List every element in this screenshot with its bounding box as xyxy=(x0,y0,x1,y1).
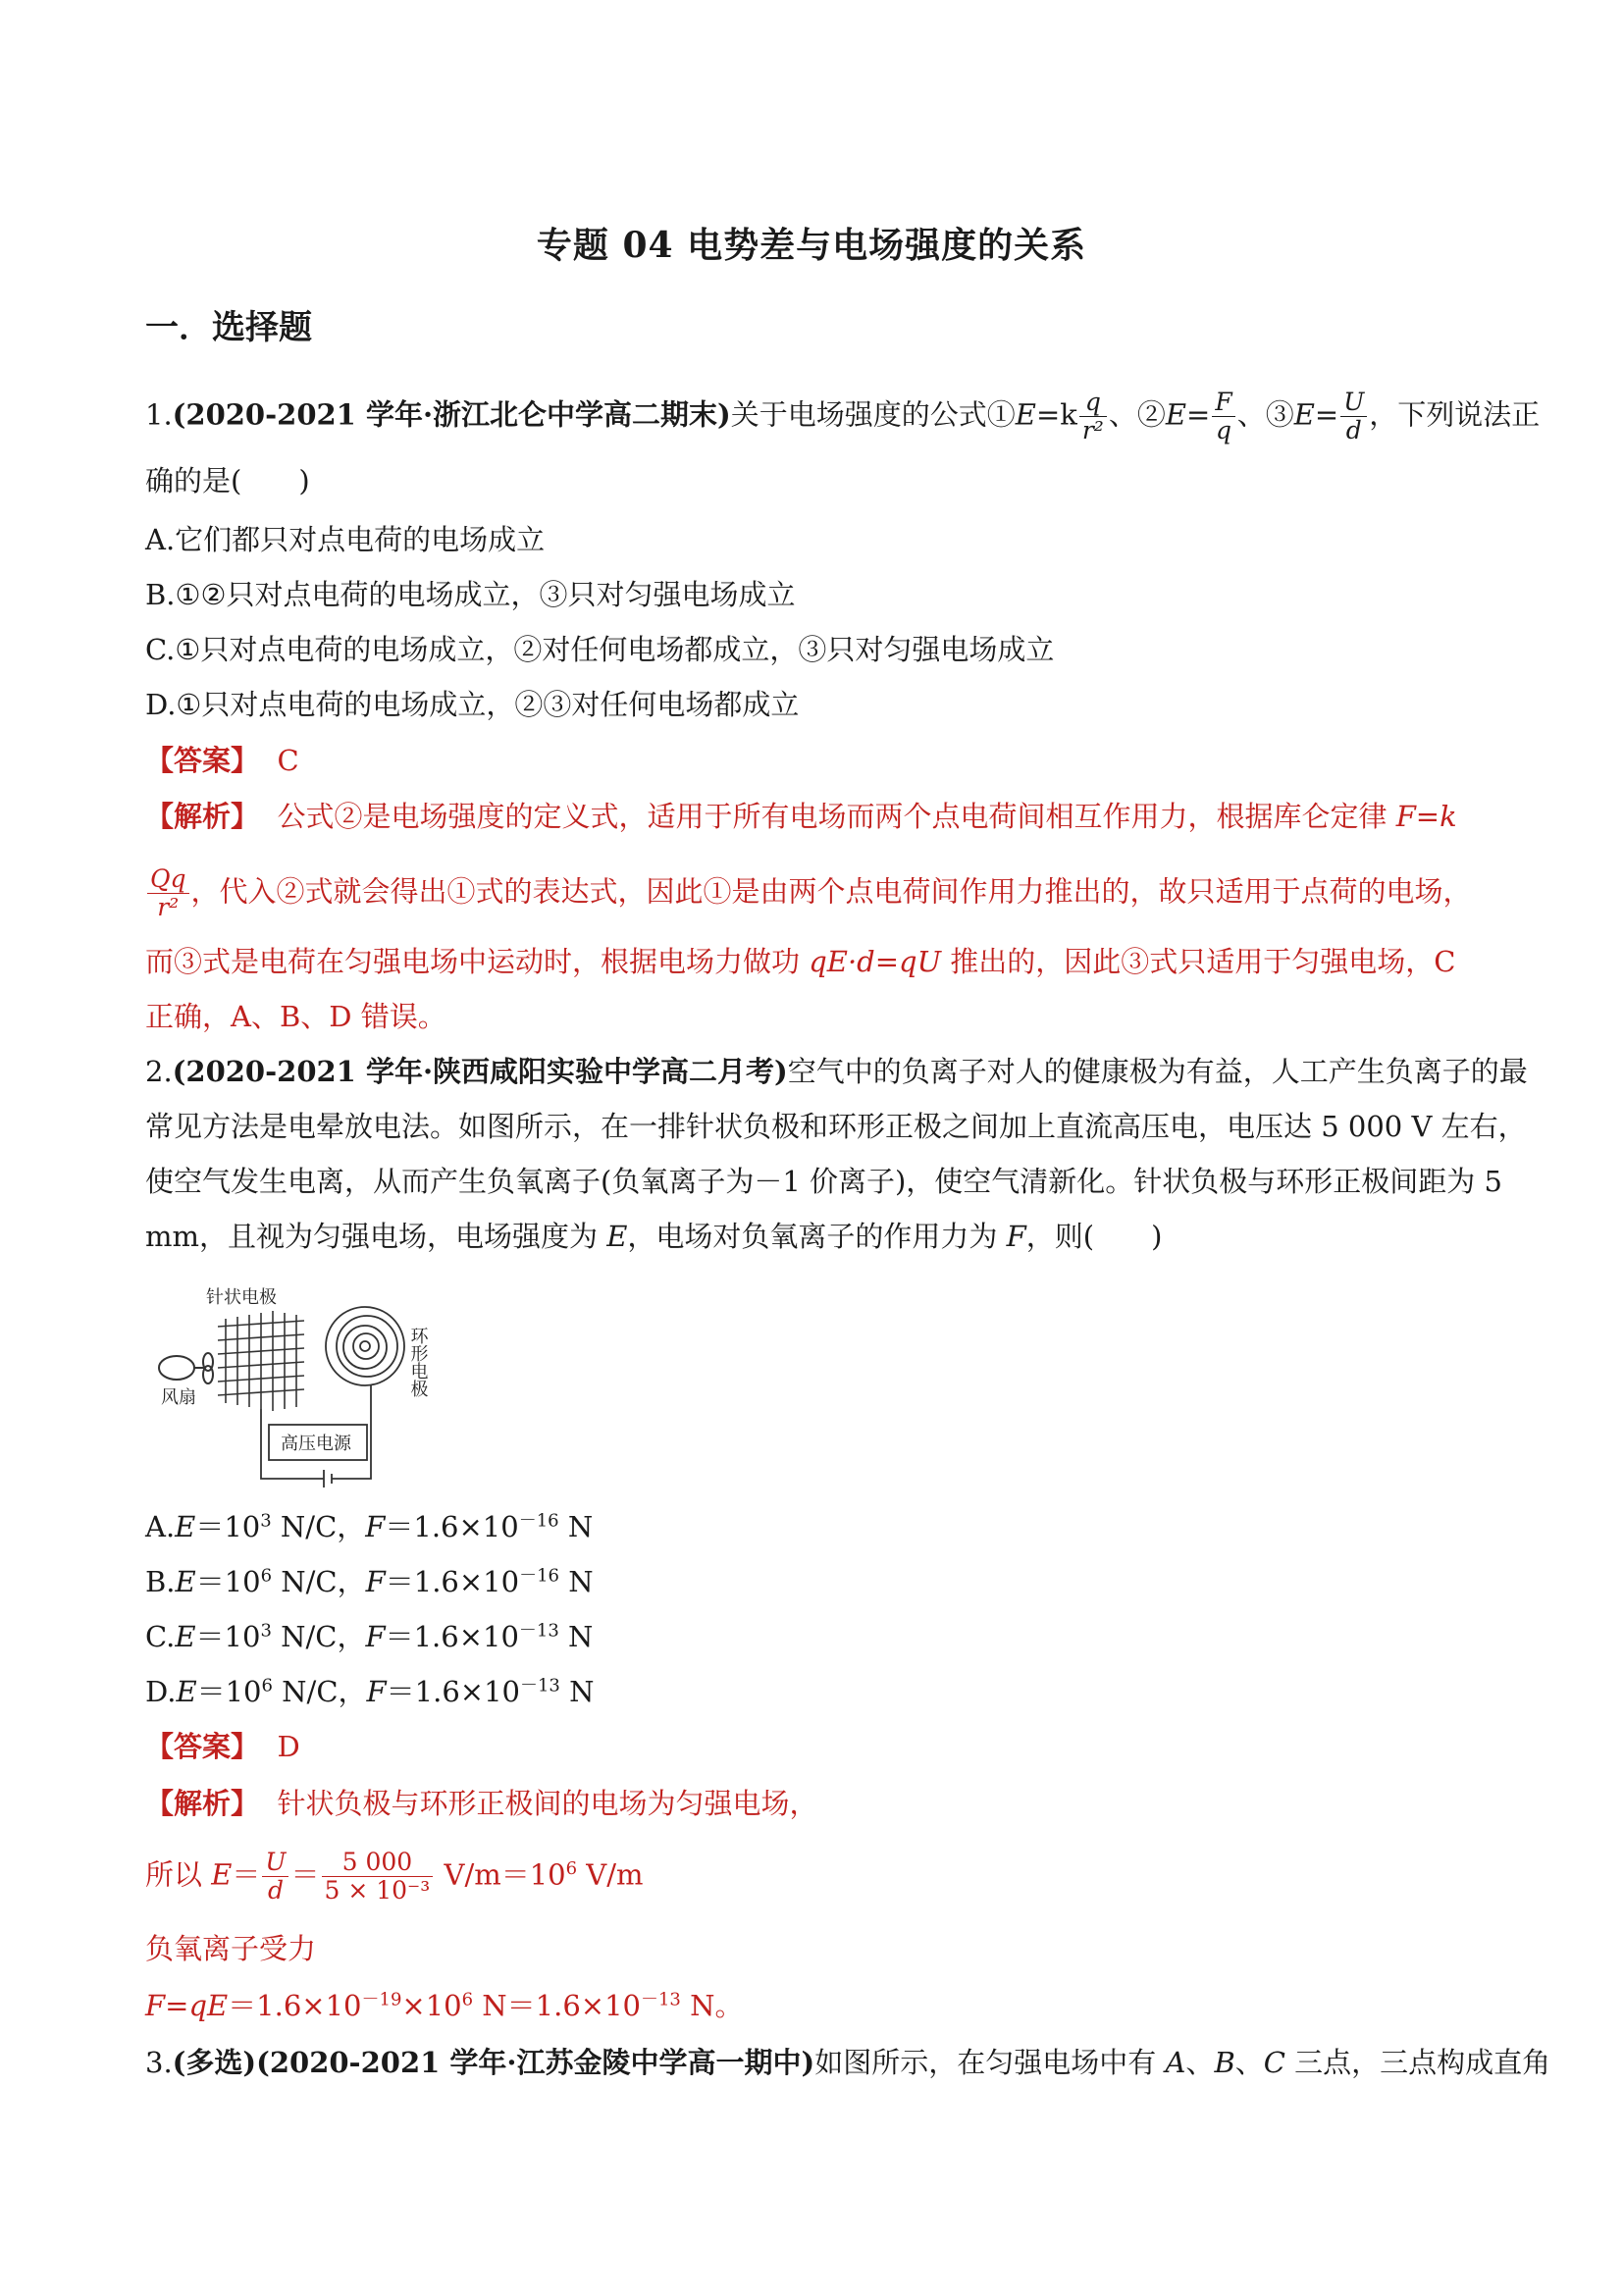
q1-sep2: 、③ xyxy=(1236,397,1294,432)
q2-opt-c-t4: N xyxy=(558,1620,594,1653)
q2-stem-text-4a: mm，且视为匀强电场，电场强度为 xyxy=(145,1220,607,1253)
q1-stem-end: ，下列说法正 xyxy=(1369,397,1541,432)
q1-source: (2020-2021 学年·浙江北仑中学高二期末) xyxy=(172,397,731,432)
q2-analysis-unit1: V/m＝10 xyxy=(435,1857,566,1892)
q3-stem-text-a: 如图所示，在匀强电场中有 xyxy=(814,2046,1166,2079)
q1-analysis-line-4: 正确，A、B、D 错误。 xyxy=(145,1000,446,1033)
q2-opt-d-t4: N xyxy=(559,1675,595,1708)
q2-stem-var-e: E xyxy=(606,1220,628,1253)
q1-analysis-text-2: ，代入②式就会得出①式的表达式，因此①是由两个点电荷间作用力推出的，故只适用于点荷的电场， xyxy=(190,874,1472,909)
q1-sep1: 、② xyxy=(1108,397,1166,432)
q2-opt-a-t2: N/C， xyxy=(271,1510,366,1543)
q2-analysis-so: 所以 xyxy=(145,1857,212,1892)
q2-opt-b-exp2: －16 xyxy=(519,1565,559,1587)
q2-analysis-num1: U xyxy=(262,1849,288,1877)
q1-option-d: D.①只对点电荷的电场成立，②③对任何电场都成立 xyxy=(145,688,800,721)
q1-eq1-fraction xyxy=(1079,389,1107,444)
q2-ana4-exp1: －19 xyxy=(361,1989,402,2010)
q1-analysis-text-3b: 推出的，因此③式只适用于匀强电场，C xyxy=(941,945,1456,978)
q1-eq1-num: q xyxy=(1079,389,1107,417)
q2-opt-b-t4: N xyxy=(558,1565,594,1598)
q2-option-d xyxy=(145,1672,594,1711)
q2-opt-b-e: E xyxy=(175,1565,196,1598)
q2-ana4-exp3: －13 xyxy=(640,1989,681,2010)
q2-opt-a-e: E xyxy=(175,1510,196,1543)
q2-opt-c-exp1: 3 xyxy=(260,1620,272,1642)
q2-analysis-unit2: V/m xyxy=(577,1857,644,1892)
q2-opt-a-t1: ＝10 xyxy=(195,1510,261,1543)
q2-opt-d-t3: ＝1.6×10 xyxy=(386,1675,520,1708)
fan-icon xyxy=(159,1353,213,1383)
q3-stem-text-b: 三点，三点构成直角 xyxy=(1284,2046,1551,2079)
q1-option-a: A.它们都只对点电荷的电场成立 xyxy=(145,523,546,556)
q3-sep1: 、 xyxy=(1185,2046,1215,2079)
q2-analysis-fraction-2 xyxy=(322,1849,434,1905)
q2-opt-a-letter: A. xyxy=(145,1510,176,1543)
q1-answer-tag: 【答案】 xyxy=(145,744,260,777)
q2-analysis-den2: 5 × 10⁻³ xyxy=(324,1876,431,1905)
q2-opt-b-t2: N/C， xyxy=(272,1565,366,1598)
ring-electrode-spiral xyxy=(326,1307,404,1385)
q2-stem-line-3: 使空气发生电离，从而产生负氧离子(负氧离子为－1 价离子)，使空气清新化。针状负极与环形正极间距为 5 xyxy=(145,1165,1502,1198)
q1-eq3-eq: = xyxy=(1314,397,1339,432)
q1-stem-line-1 xyxy=(145,389,1540,444)
q1-eq3-lhs: E xyxy=(1293,397,1315,432)
q1-eq2-num: F xyxy=(1212,389,1234,417)
q1-analysis-den: r² xyxy=(157,893,180,921)
q2-ana4-t1: ＝1.6×10 xyxy=(228,1989,362,2022)
q3-stem-line-1 xyxy=(145,2043,1550,2082)
fig-label-fan: 风扇 xyxy=(161,1387,196,1408)
q1-eq1-den: r² xyxy=(1081,416,1104,444)
q2-opt-c-t3: ＝1.6×10 xyxy=(385,1620,519,1653)
q2-stem-text-4c: ，则( ) xyxy=(1025,1220,1163,1253)
q2-option-c xyxy=(145,1617,593,1656)
q1-option-b: B.①②只对点电荷的电场成立，③只对匀强电场成立 xyxy=(145,578,796,611)
q1-analysis-fraction xyxy=(147,865,189,921)
q2-answer-value: D xyxy=(277,1730,300,1763)
q1-eq1-k: =k xyxy=(1035,397,1077,432)
q3-point-a: A xyxy=(1165,2046,1186,2079)
q1-eq2-den: q xyxy=(1216,416,1232,444)
q2-opt-a-exp1: 3 xyxy=(260,1510,272,1532)
q2-analysis-eq2: ＝ xyxy=(290,1857,320,1892)
q2-opt-b-letter: B. xyxy=(145,1565,176,1598)
q2-opt-b-t1: ＝10 xyxy=(195,1565,261,1598)
q2-opt-c-e: E xyxy=(175,1620,196,1653)
q2-ana4-t2: ×10 xyxy=(401,1989,462,2022)
q2-stem-line-4 xyxy=(145,1217,1162,1256)
q2-ana4-exp2: 6 xyxy=(461,1989,474,2010)
q3-sep2: 、 xyxy=(1234,2046,1264,2079)
q2-analysis-e: E xyxy=(211,1857,233,1892)
q1-stem-text: 关于电场强度的公式① xyxy=(730,397,1016,432)
q2-analysis-exp: 6 xyxy=(565,1857,578,1879)
q1-analysis-eq: F=k xyxy=(1395,800,1457,833)
q1-eq3-num: U xyxy=(1340,389,1367,417)
q2-ana4-f: F xyxy=(145,1989,166,2022)
q2-ana4-qe: qE xyxy=(188,1989,229,2022)
fig-label-needle: 针状电极 xyxy=(206,1287,277,1308)
q3-point-b: B xyxy=(1214,2046,1235,2079)
q1-analysis-tag: 【解析】 xyxy=(145,800,260,833)
q2-analysis-eq1: ＝ xyxy=(232,1857,261,1892)
q2-stem-var-f: F xyxy=(1006,1220,1026,1253)
page-title: 专题 04 电势差与电场强度的关系 xyxy=(536,225,1087,266)
q2-opt-d-f: F xyxy=(366,1675,387,1708)
q1-eq2-lhs: E xyxy=(1165,397,1187,432)
q2-opt-c-exp2: －13 xyxy=(518,1620,559,1642)
q1-analysis-text-1: 公式②是电场强度的定义式，适用于所有电场而两个点电荷间相互作用力，根据库仑定律 xyxy=(277,800,1396,833)
q2-opt-d-e: E xyxy=(176,1675,197,1708)
q1-analysis-num: Qq xyxy=(147,865,189,894)
q1-answer-value: C xyxy=(277,744,299,777)
q2-answer xyxy=(145,1727,300,1766)
q3-source: (2020-2021 学年·江苏金陵中学高一期中) xyxy=(256,2046,815,2079)
q2-analysis-line-4 xyxy=(145,1986,743,2025)
q3-multi-tag: (多选) xyxy=(172,2046,257,2079)
q2-analysis-line-2 xyxy=(145,1849,644,1905)
q1-number: 1. xyxy=(145,397,173,432)
q2-analysis-fraction-1 xyxy=(262,1849,288,1905)
q2-ana4-t3: N＝1.6×10 xyxy=(473,1989,641,2022)
q1-analysis-eq2: qE·d=qU xyxy=(809,945,942,978)
q2-analysis-line-1 xyxy=(145,1784,817,1823)
q2-answer-tag: 【答案】 xyxy=(145,1730,260,1763)
q2-analysis-text-1: 针状负极与环形正极间的电场为匀强电场， xyxy=(277,1787,818,1820)
q1-answer xyxy=(145,741,299,780)
q1-analysis-line-2 xyxy=(145,865,1472,921)
q2-analysis-num2: 5 000 xyxy=(322,1849,434,1877)
q2-ana4-eq: = xyxy=(165,1989,189,2022)
q2-opt-d-exp2: －13 xyxy=(519,1675,560,1696)
q1-stem-line-2: 确的是( ) xyxy=(145,464,310,497)
q1-analysis-text-3a: 而③式是电荷在匀强电场中运动时，根据电场力做功 xyxy=(145,945,810,978)
q2-opt-c-letter: C. xyxy=(145,1620,176,1653)
q2-opt-a-t4: N xyxy=(558,1510,594,1543)
q2-source: (2020-2021 学年·陕西咸阳实验中学高二月考) xyxy=(172,1055,788,1088)
needle-electrode-grid xyxy=(218,1311,304,1411)
q1-eq2-eq: = xyxy=(1186,397,1211,432)
q1-option-c: C.①只对点电荷的电场成立，②对任何电场都成立，③只对匀强电场成立 xyxy=(145,633,1055,666)
q2-opt-a-exp2: －16 xyxy=(518,1510,559,1532)
q2-stem-text-4b: ，电场对负氧离子的作用力为 xyxy=(627,1220,1007,1253)
q2-opt-d-t1: ＝10 xyxy=(196,1675,262,1708)
fig-label-power: 高压电源 xyxy=(281,1434,351,1454)
q3-number: 3. xyxy=(145,2046,173,2079)
q1-eq2-fraction xyxy=(1212,389,1234,444)
q2-opt-a-t3: ＝1.6×10 xyxy=(385,1510,519,1543)
q1-analysis-line-3 xyxy=(145,942,1455,981)
q1-eq1-lhs: E xyxy=(1015,397,1036,432)
q2-ana4-t4: N。 xyxy=(680,1989,744,2022)
fig-label-ring-vertical: 环形电极 xyxy=(407,1327,429,1397)
q2-number: 2. xyxy=(145,1055,173,1088)
q2-analysis-den1: d xyxy=(267,1876,284,1905)
q2-opt-d-exp1: 6 xyxy=(261,1675,273,1696)
q2-stem-line-2: 常见方法是电晕放电法。如图所示，在一排针状负极和环形正极之间加上直流高压电，电压达 5 000 V 左右， xyxy=(145,1110,1527,1143)
q3-point-c: C xyxy=(1263,2046,1285,2079)
q2-stem-line-1 xyxy=(145,1052,1528,1091)
q2-opt-d-letter: D. xyxy=(145,1675,177,1708)
ion-generator-figure xyxy=(147,1278,451,1488)
q2-option-b xyxy=(145,1562,594,1601)
q2-stem-text-1: 空气中的负离子对人的健康极为有益，人工产生负离子的最 xyxy=(787,1055,1528,1088)
q2-opt-d-t2: N/C， xyxy=(272,1675,367,1708)
q2-opt-a-f: F xyxy=(365,1510,386,1543)
q2-opt-c-t1: ＝10 xyxy=(195,1620,261,1653)
q2-opt-b-exp1: 6 xyxy=(260,1565,273,1587)
q2-analysis-line-3: 负氧离子受力 xyxy=(145,1932,317,1965)
q1-eq3-fraction xyxy=(1340,389,1367,444)
section-heading: 一．选择题 xyxy=(145,308,312,347)
q1-analysis-line-1 xyxy=(145,797,1457,836)
q2-option-a xyxy=(145,1507,593,1546)
q1-eq3-den: d xyxy=(1345,416,1362,444)
q2-opt-c-t2: N/C， xyxy=(271,1620,366,1653)
q2-opt-c-f: F xyxy=(365,1620,386,1653)
q2-opt-b-f: F xyxy=(365,1565,386,1598)
q2-opt-b-t3: ＝1.6×10 xyxy=(385,1565,520,1598)
q2-analysis-tag: 【解析】 xyxy=(145,1787,260,1820)
